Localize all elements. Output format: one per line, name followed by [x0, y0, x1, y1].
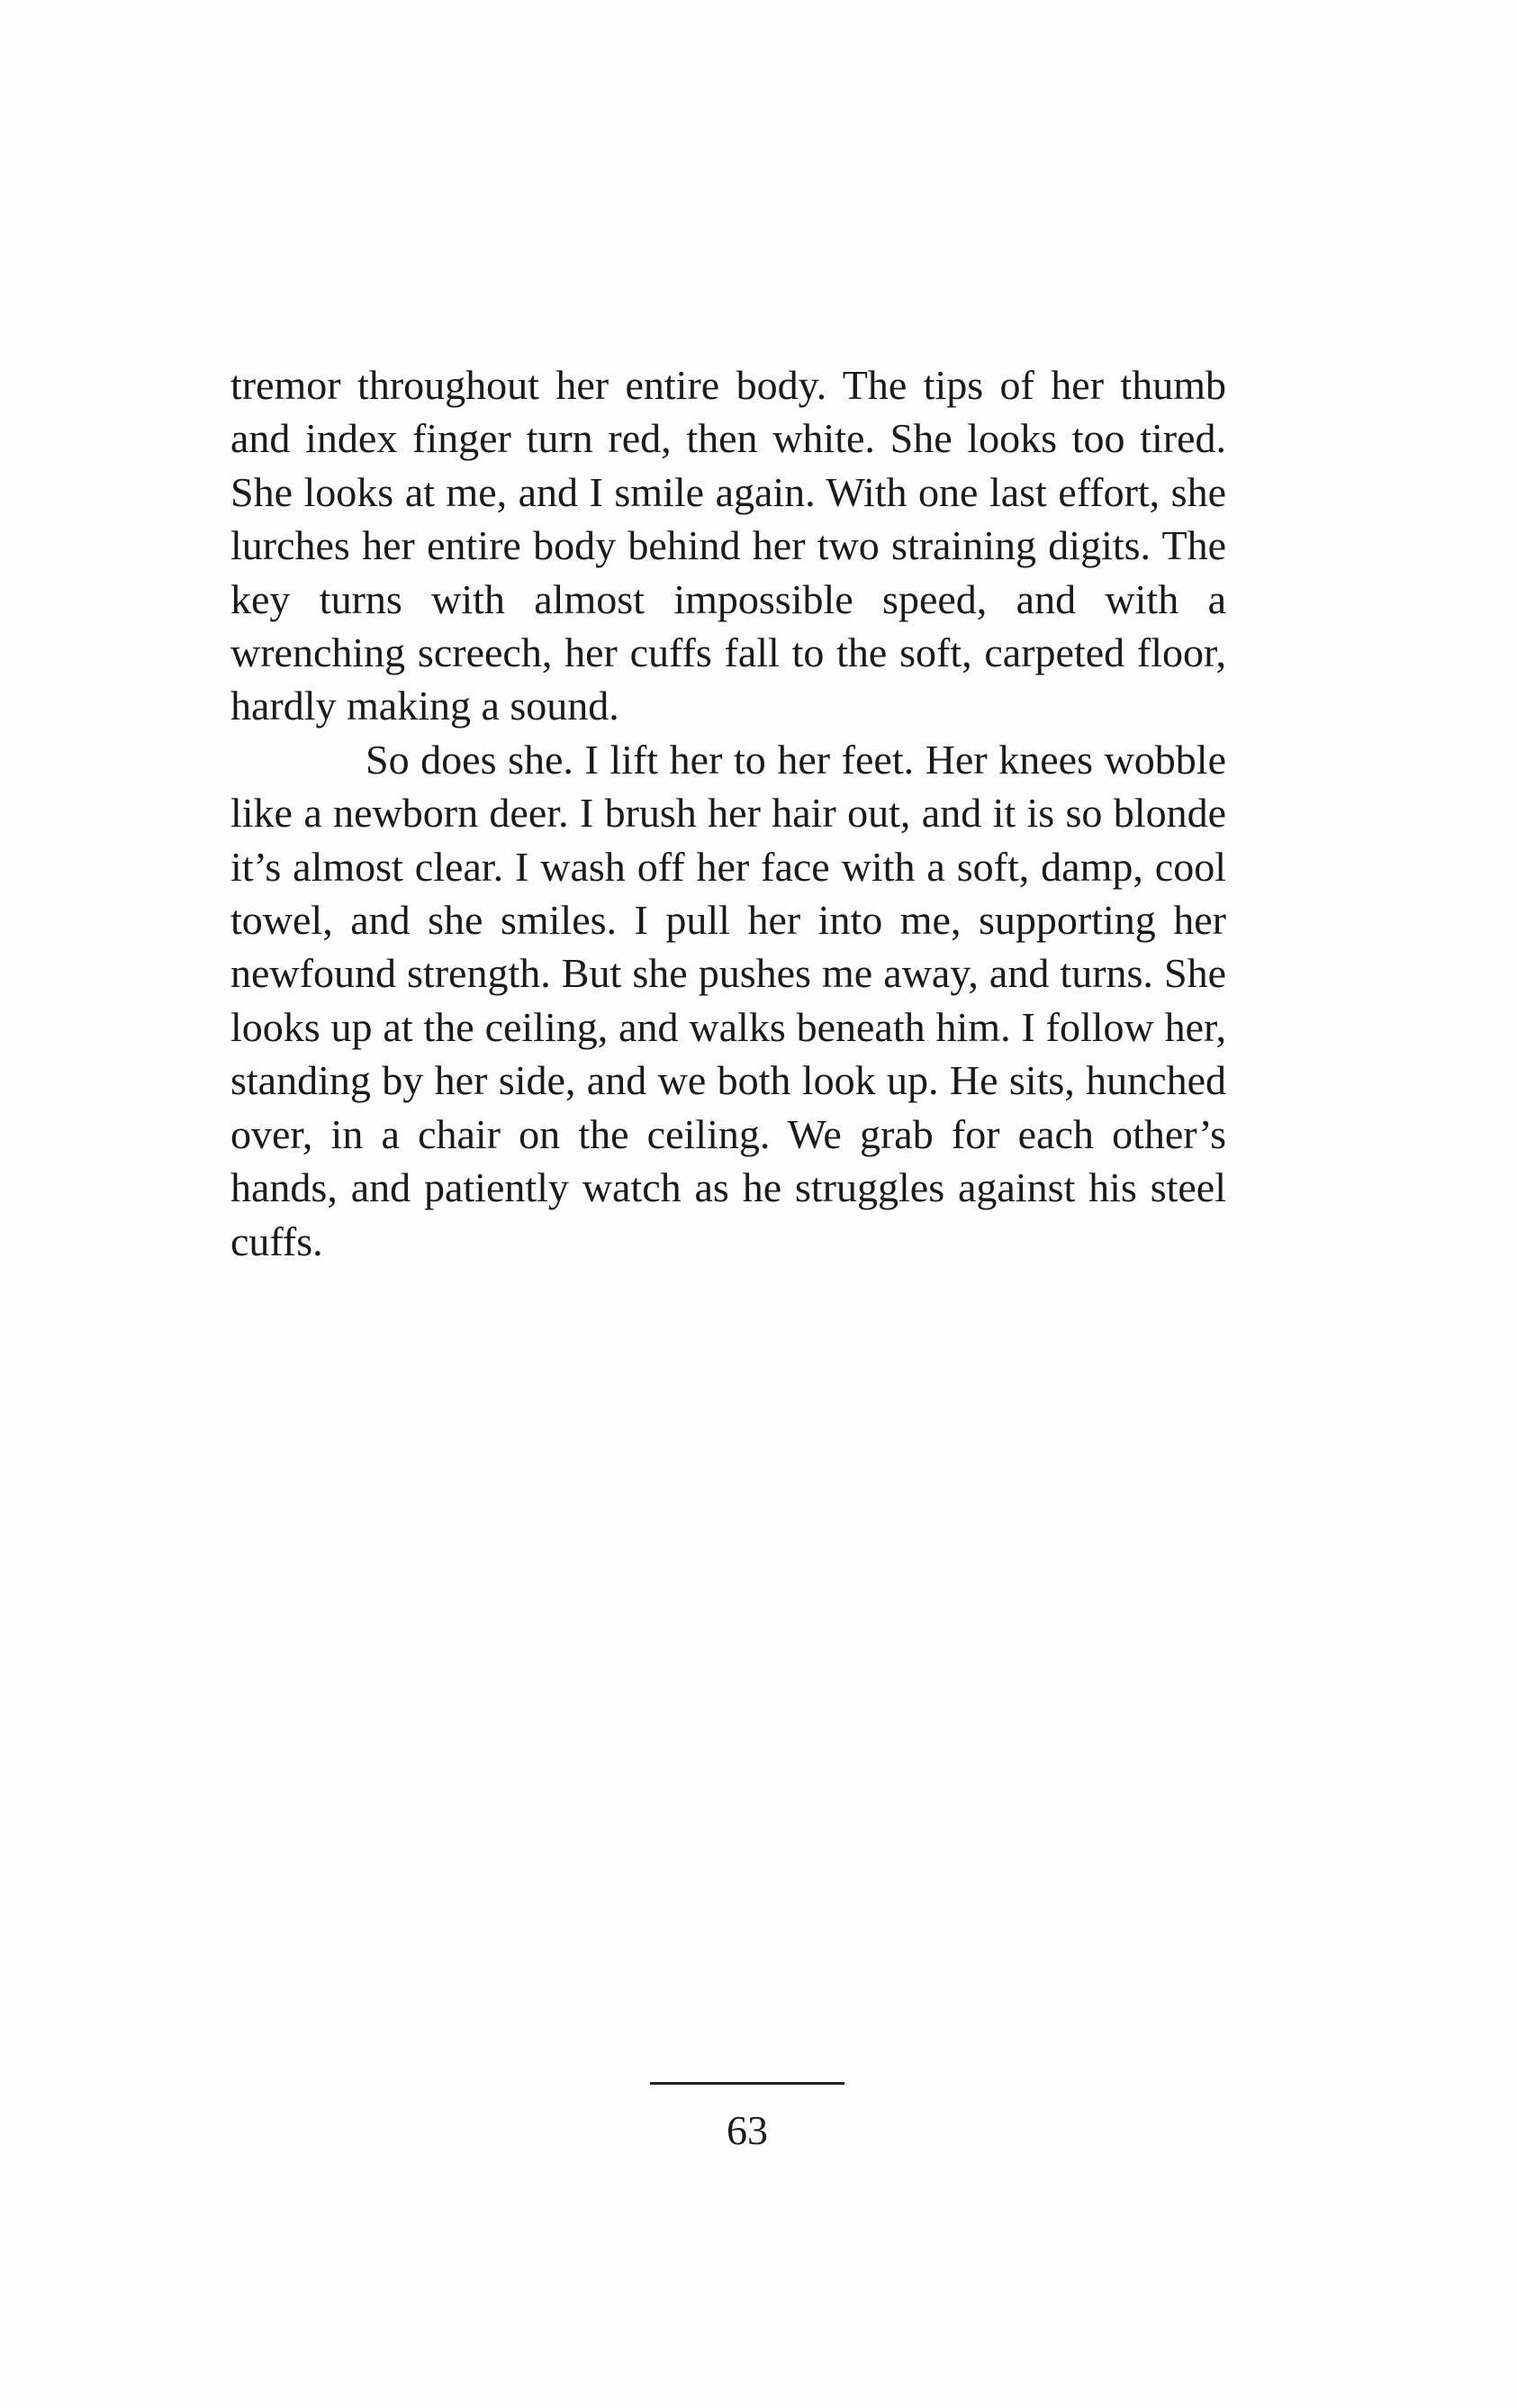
paragraph-2: So does she. I lift her to her feet. Her knees wobble like a newborn deer. I brush her hair out, and it is so blonde it’s almost clear. I wash off her face with a soft, damp, cool towel, and she smiles. I pull her into me, supporting her newfound strength. But she pushes me away, and turns. She looks up at the ceiling, and walks beneath him. I follow her, standing by her side, and we both look up. He sits, hunched over, in a chair on the ceiling. We grab for each other’s hands, and patiently watch as he struggles against his steel cuffs.	[230, 736, 1226, 1264]
footer-rule	[650, 2082, 844, 2085]
body-text	[230, 358, 1226, 1268]
page-number: 63	[727, 2107, 768, 2153]
paragraph-1: tremor throughout her entire body. The tips of her thumb and index finger turn red, then white. She looks too tired. She looks at me, and I smile again. With one last effort, she lurches her entire body behind her two straining digits. The key turns with almost impossible speed, and with a wrenching screech, her cuffs fall to the soft, carpeted floor, hardly making a sound.	[230, 362, 1226, 729]
